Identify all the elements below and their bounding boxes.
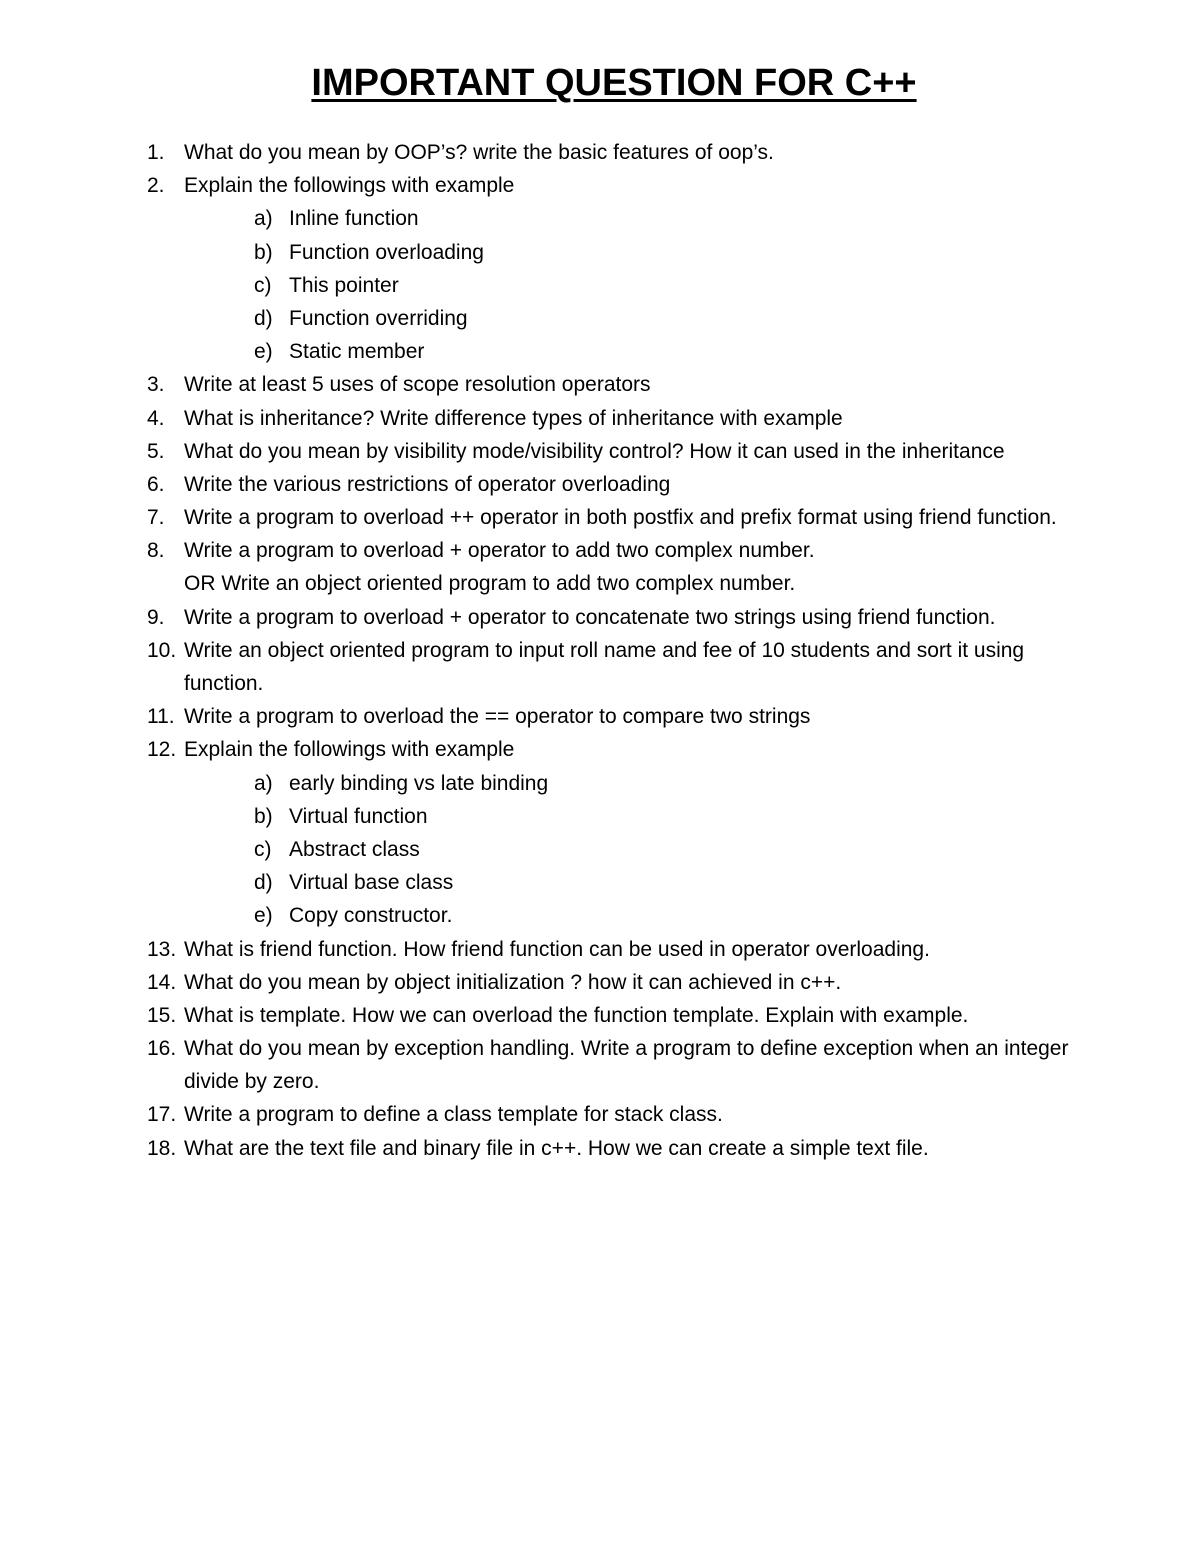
sub-item-letter: d) — [254, 306, 273, 330]
question-text: What do you mean by object initialization ? how it can achieved in c++. — [184, 970, 842, 994]
sub-item-text: Abstract class — [289, 837, 420, 861]
sub-item-letter: b) — [254, 804, 273, 828]
question-number: 8. — [147, 539, 165, 563]
sub-item — [0, 800, 1200, 833]
sub-item-letter: a) — [254, 771, 273, 795]
question-text: What do you mean by visibility mode/visibility control? How it can used in the inheritance — [184, 439, 1005, 463]
question-item — [0, 999, 1200, 1032]
question-item — [0, 634, 1200, 667]
question-number: 15. — [147, 1003, 177, 1027]
sub-item-text: early binding vs late binding — [289, 771, 549, 795]
question-list — [0, 136, 1200, 1165]
question-continuation — [0, 567, 1200, 600]
sub-item-letter: c) — [254, 273, 272, 297]
question-item — [0, 368, 1200, 401]
question-text: What is inheritance? Write difference types of inheritance with example — [184, 406, 843, 430]
question-continuation-text: divide by zero. — [184, 1070, 320, 1094]
question-number: 12. — [147, 738, 177, 762]
question-continuation-text: function. — [184, 672, 264, 695]
question-text: Explain the followings with example — [184, 738, 515, 762]
question-number: 13. — [147, 937, 177, 961]
question-number: 11. — [147, 705, 175, 729]
question-text: What do you mean by exception handling. Write a program to define exception when an integer — [184, 1037, 1069, 1061]
question-text: Write the various restrictions of operator overloading — [184, 472, 671, 496]
question-item — [0, 402, 1200, 435]
sub-item-letter: d) — [254, 871, 273, 895]
sub-item — [0, 335, 1200, 368]
document-title: IMPORTANT QUESTION FOR C++ — [311, 62, 917, 104]
sub-item — [0, 202, 1200, 235]
sub-item-text: Function overriding — [289, 306, 468, 330]
question-number: 9. — [147, 605, 165, 629]
sub-item — [0, 236, 1200, 269]
question-item — [0, 733, 1200, 766]
question-item — [0, 1032, 1200, 1065]
question-number: 6. — [147, 472, 165, 496]
sub-item-text: Static member — [289, 340, 425, 364]
question-text: Write a program to overload ++ operator in both postfix and prefix format using friend function. — [184, 506, 1057, 530]
question-item — [0, 966, 1200, 999]
sub-item-letter: e) — [254, 340, 273, 364]
question-item — [0, 700, 1200, 733]
sub-item-letter: a) — [254, 207, 273, 231]
question-number: 18. — [147, 1136, 177, 1160]
sub-item-text: Virtual function — [289, 804, 428, 828]
sub-item-letter: b) — [254, 240, 273, 264]
sub-item-text: Copy constructor. — [289, 904, 453, 928]
sub-item-letter: c) — [254, 837, 272, 861]
sub-item-text: This pointer — [289, 273, 399, 297]
sub-item — [0, 269, 1200, 302]
question-text: Write a program to overload + operator to add two complex number. — [184, 539, 815, 563]
question-item — [0, 136, 1200, 169]
question-number: 5. — [147, 439, 165, 463]
question-item — [0, 1098, 1200, 1131]
question-continuation-text: OR Write an object oriented program to add two complex number. — [184, 572, 796, 596]
question-text: What do you mean by OOP’s? write the basic features of oop’s. — [184, 141, 774, 164]
question-text: Write a program to overload + operator to concatenate two strings using friend function. — [184, 605, 996, 629]
question-text: Write a program to overload the == operator to compare two strings — [184, 705, 811, 729]
question-number: 3. — [147, 373, 165, 397]
question-number: 14. — [147, 970, 177, 994]
question-item — [0, 501, 1200, 534]
question-number: 17. — [147, 1103, 177, 1127]
sub-item — [0, 833, 1200, 866]
sub-item — [0, 866, 1200, 899]
question-number: 10. — [147, 638, 177, 662]
sub-item — [0, 767, 1200, 800]
sub-item-text: Virtual base class — [289, 871, 454, 895]
question-text: Write an object oriented program to input roll name and fee of 10 students and sort it using — [184, 638, 1025, 662]
question-text: Write at least 5 uses of scope resolution operators — [184, 373, 651, 397]
question-item — [0, 468, 1200, 501]
sub-item-text: Inline function — [289, 207, 419, 231]
question-item — [0, 601, 1200, 634]
question-number: 2. — [147, 174, 165, 198]
question-item — [0, 435, 1200, 468]
question-text: What is friend function. How friend function can be used in operator overloading. — [184, 937, 930, 961]
question-number: 7. — [147, 506, 165, 530]
sub-item — [0, 899, 1200, 932]
question-text: Explain the followings with example — [184, 174, 515, 198]
question-item — [0, 169, 1200, 202]
question-text: Write a program to define a class template for stack class. — [184, 1103, 723, 1127]
question-number: 16. — [147, 1037, 177, 1061]
question-continuation — [0, 667, 1200, 700]
question-continuation — [0, 1065, 1200, 1098]
question-text: What is template. How we can overload the function template. Explain with example. — [184, 1003, 969, 1027]
sub-item-text: Function overloading — [289, 240, 484, 264]
question-item — [0, 933, 1200, 966]
question-text: What are the text file and binary file in c++. How we can create a simple text file. — [184, 1136, 929, 1160]
question-number: 4. — [147, 406, 165, 430]
question-item — [0, 1132, 1200, 1165]
question-number: 1. — [147, 141, 165, 164]
sub-item-letter: e) — [254, 904, 273, 928]
question-item — [0, 534, 1200, 567]
sub-item — [0, 302, 1200, 335]
